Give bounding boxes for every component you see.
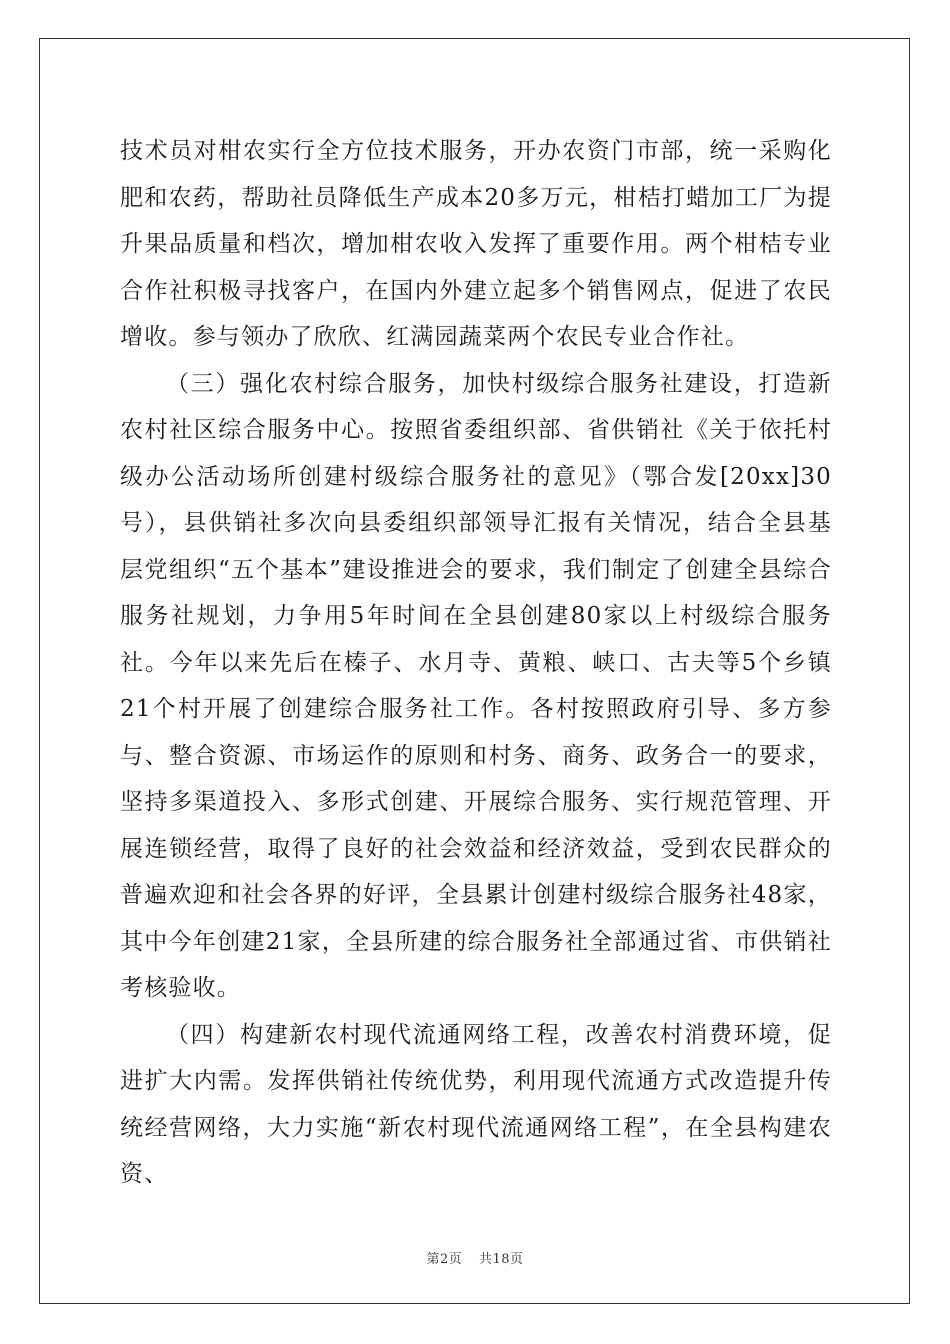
paragraph-3: （四）构建新农村现代流通网络工程，改善农村消费环境，促进扩大内需。发挥供销社传统优势，利用现代流通方式改造提升传统经营网络，大力实施“新农村现代流通网络工程”，在全县构建农资、	[120, 1021, 832, 1187]
document-body	[120, 128, 832, 1198]
paragraph-2: （三）强化农村综合服务，加快村级综合服务社建设，打造新农村社区综合服务中心。按照省委组织部、省供销社《关于依托村级办公活动场所创建村级综合服务社的意见》（鄂合发[20xx]30号），县供销社多次向县委组织部领导汇报有关情况，结合全县基层党组织“五个基本”建设推进会的要求，我们制定了创建全县综合服务社规划，力争用5年时间在全县创建80家以上村级综合服务社。今年以来先后在榛子、水月寺、黄粮、峡口、古夫等5个乡镇21个村开展了创建综合服务社工作。各村按照政府引导、多方参与、整合资源、市场运作的原则和村务、商务、政务合一的要求，坚持多渠道投入、多形式创建、开展综合服务、实行规范管理、开展连锁经营，取得了良好的社会效益和经济效益，受到农民群众的普遍欢迎和社会各界的好评，全县累计创建村级综合服务社48家，其中今年创建21家，全县所建的综合服务社全部通过省、市供销社考核验收。	[120, 370, 832, 1001]
paragraph-1: 技术员对柑农实行全方位技术服务，开办农资门市部，统一采购化肥和农药，帮助社员降低生产成本20多万元，柑桔打蜡加工厂为提升果品质量和档次，增加柑农收入发挥了重要作用。两个柑桔专业合作社积极寻找客户，在国内外建立起多个销售网点，促进了农民增收。参与领办了欣欣、红满园蔬菜两个农民专业合作社。	[120, 138, 832, 350]
page-number: 第2页	[426, 1252, 463, 1267]
page-total: 共18页	[478, 1252, 524, 1267]
page-footer	[0, 1248, 950, 1267]
